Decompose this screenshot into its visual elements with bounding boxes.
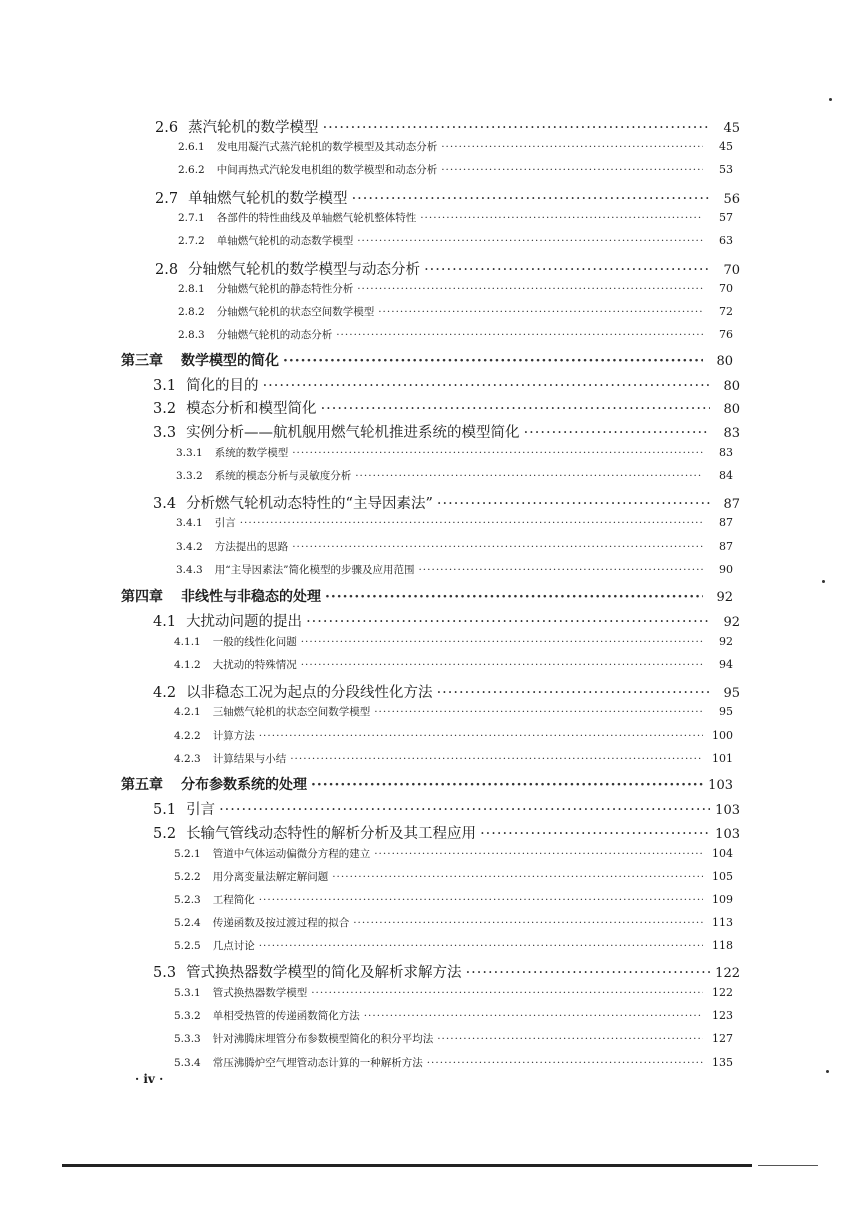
- toc-entry-title: 各部件的特性曲线及单轴燃气轮机整体特性: [216, 212, 417, 224]
- bottom-rule: [62, 1164, 752, 1167]
- toc-entry-number: 2.8.3: [178, 329, 205, 341]
- toc-leader-dots: [437, 685, 710, 701]
- toc-subsection-row[interactable]: [178, 233, 733, 248]
- toc-entry-title: 单相受热管的传递函数简化方法: [212, 1010, 360, 1022]
- toc-entry-number: 5.2.4: [174, 917, 201, 929]
- toc-entry-label: [178, 304, 374, 319]
- toc-entry-number: 2.6.2: [178, 164, 205, 176]
- toc-chapter-row[interactable]: [121, 586, 733, 606]
- toc-entry-label: [178, 327, 332, 342]
- toc-subsection-row[interactable]: [174, 751, 733, 766]
- toc-entry-title: 大扰动的特殊情况: [212, 659, 297, 671]
- toc-entry-title: 管式换热器数学模型: [212, 987, 308, 999]
- toc-leader-dots: [418, 564, 703, 576]
- bottom-rule-tail: [758, 1165, 818, 1166]
- toc-subsection-row[interactable]: [174, 915, 733, 930]
- toc-section-row[interactable]: [153, 798, 740, 819]
- toc-entry-label: [155, 187, 348, 208]
- toc-entry-label: [178, 162, 437, 177]
- toc-entry-number: 2.7: [155, 191, 179, 207]
- toc-page-number: 80: [723, 379, 740, 394]
- toc-entry-title: 数学模型的简化: [181, 353, 279, 369]
- toc-page-number: 113: [712, 916, 733, 929]
- toc-entry-title: 分轴燃气轮机的静态特性分析: [216, 283, 354, 295]
- toc-leader-dots: [292, 541, 703, 553]
- toc-page-number: 72: [719, 305, 733, 318]
- toc-entry-number: 5.2.2: [174, 871, 201, 883]
- toc-entry-title: 用“主导因素法”简化模型的步骤及应用范围: [214, 564, 415, 576]
- toc-entry-title: 传递函数及按过渡过程的拟合: [212, 917, 350, 929]
- scan-speck: [826, 1070, 829, 1073]
- toc-leader-dots: [437, 496, 710, 512]
- toc-section-row[interactable]: [153, 610, 740, 631]
- toc-subsection-row[interactable]: [178, 281, 733, 296]
- toc-entry-number: 3.4.2: [176, 541, 203, 553]
- toc-leader-dots: [263, 378, 710, 394]
- toc-entry-number: 2.8.1: [178, 283, 205, 295]
- toc-leader-dots: [292, 447, 703, 459]
- toc-subsection-row[interactable]: [176, 468, 733, 483]
- toc-page-number: 104: [712, 847, 733, 860]
- toc-section-row[interactable]: [153, 421, 740, 442]
- toc-page-number: 103: [708, 778, 733, 793]
- toc-subsection-row[interactable]: [174, 1055, 733, 1070]
- toc-leader-dots: [321, 401, 710, 417]
- toc-page-number: 95: [723, 686, 740, 701]
- toc-entry-label: [174, 869, 328, 884]
- toc-entry-label: [153, 397, 317, 418]
- toc-entry-number: 5.3: [153, 965, 177, 981]
- toc-subsection-row[interactable]: [178, 162, 733, 177]
- toc-leader-dots: [311, 777, 703, 793]
- toc-section-row[interactable]: [153, 374, 740, 395]
- toc-entry-number: 3.4.3: [176, 564, 203, 576]
- toc-entry-title: 实例分析——航机舰用燃气轮机推进系统的模型简化: [186, 425, 520, 441]
- toc-entry-number: 2.7.2: [178, 235, 205, 247]
- toc-entry-title: 简化的目的: [186, 378, 259, 394]
- toc-entry-label: [174, 704, 370, 719]
- toc-page-number: 56: [723, 192, 740, 207]
- toc-subsection-row[interactable]: [176, 539, 733, 554]
- toc-entry-title: 引言: [214, 517, 236, 529]
- toc-entry-title: 管道中气体运动偏微分方程的建立: [212, 848, 371, 860]
- toc-leader-dots: [420, 212, 703, 224]
- toc-entry-title: 以非稳态工况为起点的分段线性化方法: [186, 685, 433, 701]
- toc-page-number: 135: [712, 1056, 733, 1069]
- toc-entry-title: 分布参数系统的处理: [181, 777, 307, 793]
- toc-leader-dots: [259, 730, 703, 742]
- toc-entry-number: 4.2.1: [174, 706, 201, 718]
- toc-leader-dots: [378, 306, 703, 318]
- toc-entry-title: 计算结果与小结: [212, 753, 287, 765]
- toc-entry-title: 方法提出的思路: [214, 541, 289, 553]
- toc-entry-label: [178, 233, 353, 248]
- toc-page-number: 70: [719, 282, 733, 295]
- toc-section-row[interactable]: [155, 116, 740, 137]
- toc-section-row[interactable]: [153, 681, 740, 702]
- toc-leader-dots: [374, 706, 703, 718]
- toc-entry-number: 4.2.3: [174, 753, 201, 765]
- toc-entry-label: [174, 657, 297, 672]
- toc-page-number: 92: [723, 615, 740, 630]
- toc-subsection-row[interactable]: [174, 846, 733, 861]
- toc-leader-dots: [480, 826, 710, 842]
- toc-subsection-row[interactable]: [174, 1008, 733, 1023]
- toc-leader-dots: [259, 894, 703, 906]
- toc-entry-label: [178, 281, 353, 296]
- toc-page-number: 63: [719, 234, 733, 247]
- toc-entry-title: 发电用凝汽式蒸汽轮机的数学模型及其动态分析: [216, 141, 438, 153]
- toc-subsection-row[interactable]: [174, 634, 733, 649]
- toc-page-number: 122: [715, 966, 740, 981]
- toc-entry-number: 4.2: [153, 685, 177, 701]
- toc-page-number: 101: [712, 752, 733, 765]
- toc-leader-dots: [357, 283, 703, 295]
- toc-page-number: 53: [719, 163, 733, 176]
- toc-entry-title: 单轴燃气轮机的数学模型: [188, 191, 348, 207]
- toc-entry-label: [174, 1055, 423, 1070]
- toc-page-number: 70: [723, 263, 740, 278]
- toc-entry-number: 3.1: [153, 378, 177, 394]
- toc-entry-number: 5.2.3: [174, 894, 201, 906]
- toc-entry-title: 非线性与非稳态的处理: [181, 589, 321, 605]
- toc-entry-label: [176, 468, 351, 483]
- toc-page-number: 84: [719, 469, 733, 482]
- toc-leader-dots: [353, 917, 703, 929]
- toc-page-number: 122: [712, 986, 733, 999]
- toc-subsection-row[interactable]: [178, 304, 733, 319]
- toc-page-number: 103: [715, 827, 740, 842]
- toc-subsection-row[interactable]: [176, 445, 733, 460]
- toc-page-number: 87: [719, 516, 733, 529]
- toc-entry-title: 三轴燃气轮机的状态空间数学模型: [212, 706, 371, 718]
- toc-entry-label: [174, 634, 297, 649]
- toc-entry-label: [176, 515, 236, 530]
- toc-entry-number: 5.2.5: [174, 940, 201, 952]
- toc-leader-dots: [374, 848, 703, 860]
- toc-entry-number: 3.3.1: [176, 447, 203, 459]
- toc-entry-label: [174, 846, 370, 861]
- toc-chapter-row[interactable]: [121, 774, 733, 794]
- toc-entry-label: [121, 774, 307, 794]
- toc-leader-dots: [524, 425, 710, 441]
- toc-entry-title: 分轴燃气轮机的状态空间数学模型: [216, 306, 375, 318]
- toc-entry-label: [121, 586, 321, 606]
- toc-entry-number: 3.3.2: [176, 470, 203, 482]
- toc-page-number: 100: [712, 729, 733, 742]
- toc-page-number: 80: [716, 354, 733, 369]
- toc-subsection-row[interactable]: [174, 985, 733, 1000]
- toc-entry-label: [153, 798, 215, 819]
- toc-page-number: 83: [719, 446, 733, 459]
- toc-entry-label: [174, 1008, 360, 1023]
- toc-entry-title: 分析燃气轮机动态特性的“主导因素法”: [186, 496, 433, 512]
- toc-entry-label: [174, 938, 255, 953]
- toc-entry-number: 3.3: [153, 425, 177, 441]
- toc-page-number: 118: [712, 939, 733, 952]
- toc-entry-number: 4.2.2: [174, 730, 201, 742]
- toc-entry-label: [155, 116, 319, 137]
- toc-leader-dots: [219, 802, 710, 818]
- toc-entry-number: 2.6.1: [178, 141, 205, 153]
- toc-entry-label: [153, 822, 476, 843]
- toc-entry-label: [178, 210, 416, 225]
- toc-entry-number: 2.6: [155, 120, 179, 136]
- toc-entry-number: 5.3.4: [174, 1057, 201, 1069]
- toc-entry-title: 管式换热器数学模型的简化及解析求解方法: [186, 965, 462, 981]
- toc-section-row[interactable]: [153, 492, 740, 513]
- toc-leader-dots: [240, 517, 703, 529]
- toc-entry-number: 5.3.2: [174, 1010, 201, 1022]
- toc-entry-number: 5.2.1: [174, 848, 201, 860]
- toc-entry-label: [153, 681, 433, 702]
- toc-entry-number: 5.3.3: [174, 1033, 201, 1045]
- toc-leader-dots: [427, 1057, 703, 1069]
- toc-entry-label: [176, 539, 288, 554]
- toc-subsection-row[interactable]: [178, 327, 733, 342]
- toc-subsection-row[interactable]: [174, 869, 733, 884]
- toc-page-number: 105: [712, 870, 733, 883]
- toc-leader-dots: [336, 329, 703, 341]
- toc-entry-title: 长输气管线动态特性的解析分析及其工程应用: [186, 826, 477, 842]
- toc-entry-title: 计算方法: [212, 730, 255, 742]
- toc-entry-number: 第四章: [121, 589, 163, 605]
- toc-leader-dots: [301, 636, 703, 648]
- toc-subsection-row[interactable]: [174, 728, 733, 743]
- toc-subsection-row[interactable]: [174, 704, 733, 719]
- toc-entry-number: 3.2: [153, 401, 177, 417]
- toc-leader-dots: [306, 614, 710, 630]
- toc-leader-dots: [357, 235, 703, 247]
- toc-leader-dots: [437, 1033, 703, 1045]
- toc-entry-label: [176, 562, 414, 577]
- toc-page-number: 123: [712, 1009, 733, 1022]
- toc-section-row[interactable]: [153, 397, 740, 418]
- toc-entry-number: 4.1.2: [174, 659, 201, 671]
- toc-leader-dots: [466, 965, 710, 981]
- toc-page-number: 90: [719, 563, 733, 576]
- toc-subsection-row[interactable]: [176, 562, 733, 577]
- toc-page-number: 95: [719, 705, 733, 718]
- toc-entry-title: 几点讨论: [212, 940, 255, 952]
- toc-entry-title: 系统的数学模型: [214, 447, 289, 459]
- toc-page-number: 103: [715, 803, 740, 818]
- toc-leader-dots: [323, 120, 710, 136]
- toc-page-number: 94: [719, 658, 733, 671]
- toc-entry-label: [174, 985, 307, 1000]
- toc-entry-label: [155, 258, 420, 279]
- toc-leader-dots: [283, 353, 703, 369]
- toc-entry-title: 中间再热式汽轮发电机组的数学模型和动态分析: [216, 164, 438, 176]
- toc-subsection-row[interactable]: [176, 515, 733, 530]
- toc-leader-dots: [441, 141, 703, 153]
- toc-entry-number: 5.3.1: [174, 987, 201, 999]
- toc-subsection-row[interactable]: [174, 892, 733, 907]
- toc-entry-number: 2.8.2: [178, 306, 205, 318]
- toc-entry-label: [174, 915, 349, 930]
- toc-entry-number: 第三章: [121, 353, 163, 369]
- toc-entry-label: [153, 421, 520, 442]
- toc-subsection-row[interactable]: [174, 938, 733, 953]
- toc-page-number: 87: [723, 497, 740, 512]
- toc-page-number: 109: [712, 893, 733, 906]
- toc-entry-title: 模态分析和模型简化: [186, 401, 317, 417]
- toc-entry-title: 大扰动问题的提出: [186, 614, 303, 630]
- toc-entry-number: 3.4: [153, 496, 177, 512]
- toc-entry-title: 分轴燃气轮机的数学模型与动态分析: [188, 262, 421, 278]
- toc-chapter-row[interactable]: [121, 350, 733, 370]
- toc-leader-dots: [424, 262, 710, 278]
- toc-leader-dots: [311, 987, 703, 999]
- toc-page-number: 127: [712, 1032, 733, 1045]
- toc-subsection-row[interactable]: [174, 1031, 733, 1046]
- toc-entry-label: [174, 1031, 433, 1046]
- toc-page-number: 92: [716, 590, 733, 605]
- page-number-label: · iv ·: [135, 1072, 164, 1086]
- toc-leader-dots: [441, 164, 703, 176]
- toc-entry-title: 系统的模态分析与灵敏度分析: [214, 470, 352, 482]
- toc-section-row[interactable]: [155, 187, 740, 208]
- toc-section-row[interactable]: [155, 258, 740, 279]
- toc-leader-dots: [332, 871, 703, 883]
- toc-leader-dots: [290, 753, 703, 765]
- toc-page-number: 83: [723, 426, 740, 441]
- toc-entry-label: [174, 892, 255, 907]
- toc-entry-label: [153, 492, 433, 513]
- toc-subsection-row[interactable]: [178, 139, 733, 154]
- toc-entry-label: [121, 350, 279, 370]
- toc-leader-dots: [325, 589, 703, 605]
- toc-entry-label: [174, 728, 255, 743]
- toc-subsection-row[interactable]: [178, 210, 733, 225]
- toc-page-number: 92: [719, 635, 733, 648]
- toc-entry-title: 工程简化: [212, 894, 255, 906]
- toc-entry-title: 一般的线性化问题: [212, 636, 297, 648]
- toc-entry-number: 5.2: [153, 826, 177, 842]
- toc-entry-number: 2.8: [155, 262, 179, 278]
- toc-entry-number: 4.1: [153, 614, 177, 630]
- toc-leader-dots: [301, 659, 703, 671]
- toc-entry-number: 5.1: [153, 802, 177, 818]
- toc-page-number: 80: [723, 402, 740, 417]
- toc-section-row[interactable]: [153, 822, 740, 843]
- toc-entry-title: 蒸汽轮机的数学模型: [188, 120, 319, 136]
- toc-section-row[interactable]: [153, 961, 740, 982]
- toc-entry-title: 单轴燃气轮机的动态数学模型: [216, 235, 354, 247]
- toc-leader-dots: [355, 470, 703, 482]
- toc-page-number: 87: [719, 540, 733, 553]
- scan-speck: [822, 580, 825, 583]
- toc-leader-dots: [364, 1010, 703, 1022]
- toc-entry-number: 2.7.1: [178, 212, 205, 224]
- toc-entry-title: 针对沸腾床埋管分布参数模型简化的积分平均法: [212, 1033, 434, 1045]
- toc-entry-number: 4.1.1: [174, 636, 201, 648]
- toc-entry-label: [153, 610, 302, 631]
- toc-page-number: 57: [719, 211, 733, 224]
- toc-entry-number: 3.4.1: [176, 517, 203, 529]
- toc-entry-title: 引言: [186, 802, 216, 818]
- toc-entry-title: 常压沸腾炉空气埋管动态计算的一种解析方法: [212, 1057, 423, 1069]
- toc-entry-title: 分轴燃气轮机的动态分析: [216, 329, 333, 341]
- toc-leader-dots: [352, 191, 710, 207]
- toc-page-number: 76: [719, 328, 733, 341]
- toc-leader-dots: [259, 940, 703, 952]
- toc-entry-title: 用分离变量法解定解问题: [212, 871, 329, 883]
- scan-speck: [829, 98, 832, 101]
- toc-entry-label: [174, 751, 286, 766]
- toc-entry-label: [153, 961, 462, 982]
- toc-page-number: 45: [723, 121, 740, 136]
- toc-entry-number: 第五章: [121, 777, 163, 793]
- toc-subsection-row[interactable]: [174, 657, 733, 672]
- toc-entry-label: [153, 374, 259, 395]
- toc-page-number: 45: [719, 140, 733, 153]
- toc-entry-label: [176, 445, 288, 460]
- toc-entry-label: [178, 139, 437, 154]
